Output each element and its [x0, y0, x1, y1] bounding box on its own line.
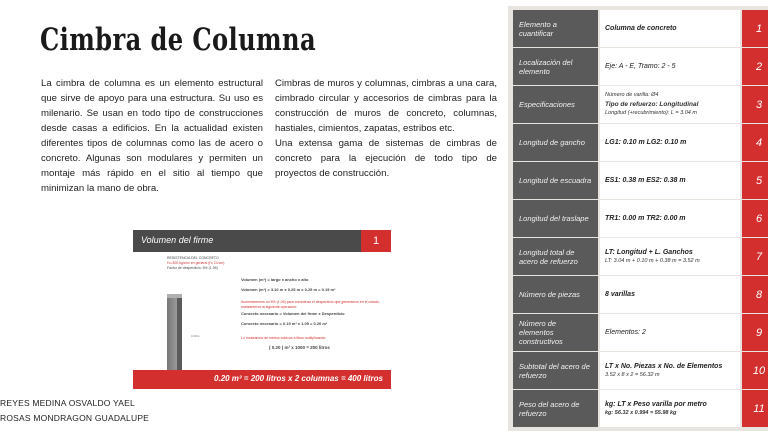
row-value — [600, 314, 740, 351]
value-text: Tipo de refuerzo: Longitudinal — [605, 101, 699, 108]
row-number: 10 — [742, 352, 768, 389]
value-text: kg: 56.32 x 0.994 = 55.98 kg — [605, 409, 677, 416]
formula-note: Lo mostramos de metros cúbicos a litros multiplicando: — [241, 336, 327, 340]
formula-line: Volumen (m³) = 3.10 m x 0.25 m x 0.25 m = 0.19 m³ — [241, 287, 336, 292]
value-text: Columna de concreto — [605, 25, 677, 32]
row-number: 1 — [742, 10, 768, 47]
row-label: Especificaciones — [513, 86, 598, 123]
row-value — [600, 162, 740, 199]
row-label: Peso del acero de refuerzo — [513, 390, 598, 427]
row-value — [600, 124, 740, 161]
row-number: 6 — [742, 200, 768, 237]
table-row — [513, 352, 768, 389]
figure-result-bar — [133, 370, 391, 389]
table-row — [513, 86, 768, 123]
author-name: REYES MEDINA OSVALDO YAEL — [0, 398, 135, 408]
figure-header — [133, 230, 391, 252]
dimension-label: 3.10m — [191, 334, 200, 338]
value-text: LT: 3.04 m + 0.10 m + 0.38 m = 3.52 m — [605, 257, 700, 264]
row-number: 8 — [742, 276, 768, 313]
table-row — [513, 390, 768, 427]
row-value — [600, 10, 740, 47]
row-label: Número de piezas — [513, 276, 598, 313]
row-number: 9 — [742, 314, 768, 351]
table-row — [513, 48, 768, 85]
column-side — [177, 298, 182, 376]
value-text: LG1: 0.10 m LG2: 0.10 m — [605, 139, 687, 146]
row-number: 4 — [742, 124, 768, 161]
row-label: Longitud de escuadra — [513, 162, 598, 199]
value-text: Elementos: 2 — [605, 329, 646, 336]
formula-line: Concreto necesario = Volumen del firme x Desperdicio — [241, 311, 345, 316]
column-illustration — [167, 298, 177, 376]
row-number: 5 — [742, 162, 768, 199]
formula-line: ( 0.20 ) m³ x 1000 = 200 litros — [269, 345, 330, 350]
row-value — [600, 352, 740, 389]
table-row — [513, 276, 768, 313]
value-text: kg: LT x Peso varilla por metro — [605, 400, 707, 408]
table-row — [513, 124, 768, 161]
row-number: 3 — [742, 86, 768, 123]
row-value — [600, 276, 740, 313]
value-text: Número de varilla: Ø4 — [605, 92, 659, 98]
row-label: Localización del elemento — [513, 48, 598, 85]
figure-note: RESISTENCIA DEL CONCRETO — [167, 256, 219, 260]
volume-figure — [133, 230, 391, 395]
value-text: Longitud (+recubrimiento): L = 3.04 m — [605, 110, 697, 116]
figure-number: 1 — [361, 230, 391, 252]
formula-note: Aumentaremos un 5% (1.05) para considerar el desperdicio que generamos en el colado; realizaremos la siguiente operación: — [241, 300, 380, 309]
intro-paragraph: La cimbra de columna es un elemento estructural que sirve de apoyo para una estructura. Su uso es milenario. Se usan en todo tipo de construcciones desde casas a edificios. En la actualidad existen diferentes tipos de columnas como las de acero o concreto. Algunas son modulares y permiten un montaje más rápido en el sitio al tiempo que minimizan la mano de obra. — [41, 78, 263, 194]
row-label: Subtotal del acero de refuerzo — [513, 352, 598, 389]
author-name: ROSAS MONDRAGON GUADALUPE — [0, 413, 150, 423]
formula-line: Volumen (m³) = largo x ancho x alto — [241, 277, 309, 282]
table-row — [513, 314, 768, 351]
paragraph-formwork-systems: Una extensa gama de sistemas de cimbras de concreto para la ejecución de todo tipo de proyectos de construcción. — [275, 138, 497, 179]
value-text: TR1: 0.00 m TR2: 0.00 m — [605, 215, 686, 222]
row-label: Longitud del traslape — [513, 200, 598, 237]
value-text: 3.52 x 8 x 2 = 56.32 m — [605, 371, 660, 378]
row-label: Número de elementos constructivos — [513, 314, 598, 351]
figure-note: Factor de desperdicio: 5% (1.05) — [167, 266, 218, 270]
paragraph-formwork-types: Cimbras de muros y columnas, cimbras a una cara, cimbrado circular y accesorios de cimbras para la construcción de muros de concreto, columnas, hastiales, cimientos, zapatas, estribos etc. — [275, 78, 497, 134]
formula-line: Concreto necesario = 0.19 m³ x 1.05 = 0.20 m³ — [241, 321, 328, 326]
figure-title: Volumen del firme — [141, 235, 214, 245]
figure-note: f'c=300 kg/cm² en general (f'c 24 cm) — [167, 261, 225, 265]
row-label: Longitud de gancho — [513, 124, 598, 161]
value-text: ES1: 0.38 m ES2: 0.38 m — [605, 177, 686, 184]
page-title: Cimbra de Columna — [40, 22, 317, 58]
row-value — [600, 390, 740, 427]
row-label: Elemento a cuantificar — [513, 10, 598, 47]
row-number: 11 — [742, 390, 768, 427]
quantification-table — [508, 6, 768, 431]
row-number: 2 — [742, 48, 768, 85]
row-value — [600, 238, 740, 275]
table-row — [513, 10, 768, 47]
figure-result: 0.20 m³ = 200 litros x 2 columnas = 400 litros — [214, 374, 383, 383]
row-label: Longitud total de acero de refuerzo — [513, 238, 598, 275]
second-column — [275, 76, 497, 181]
row-value — [600, 200, 740, 237]
table-row — [513, 200, 768, 237]
table-row — [513, 162, 768, 199]
row-value — [600, 86, 740, 123]
value-text: LT x No. Piezas x No. de Elementos — [605, 362, 723, 370]
value-text: 8 varillas — [605, 291, 635, 298]
value-text: Eje: A - E, Tramo: 2 - 5 — [605, 63, 676, 70]
figure-body — [133, 252, 391, 370]
authors — [0, 396, 149, 426]
table-row — [513, 238, 768, 275]
row-value — [600, 48, 740, 85]
row-number: 7 — [742, 238, 768, 275]
value-text: LT: Longitud + L. Ganchos — [605, 248, 693, 256]
